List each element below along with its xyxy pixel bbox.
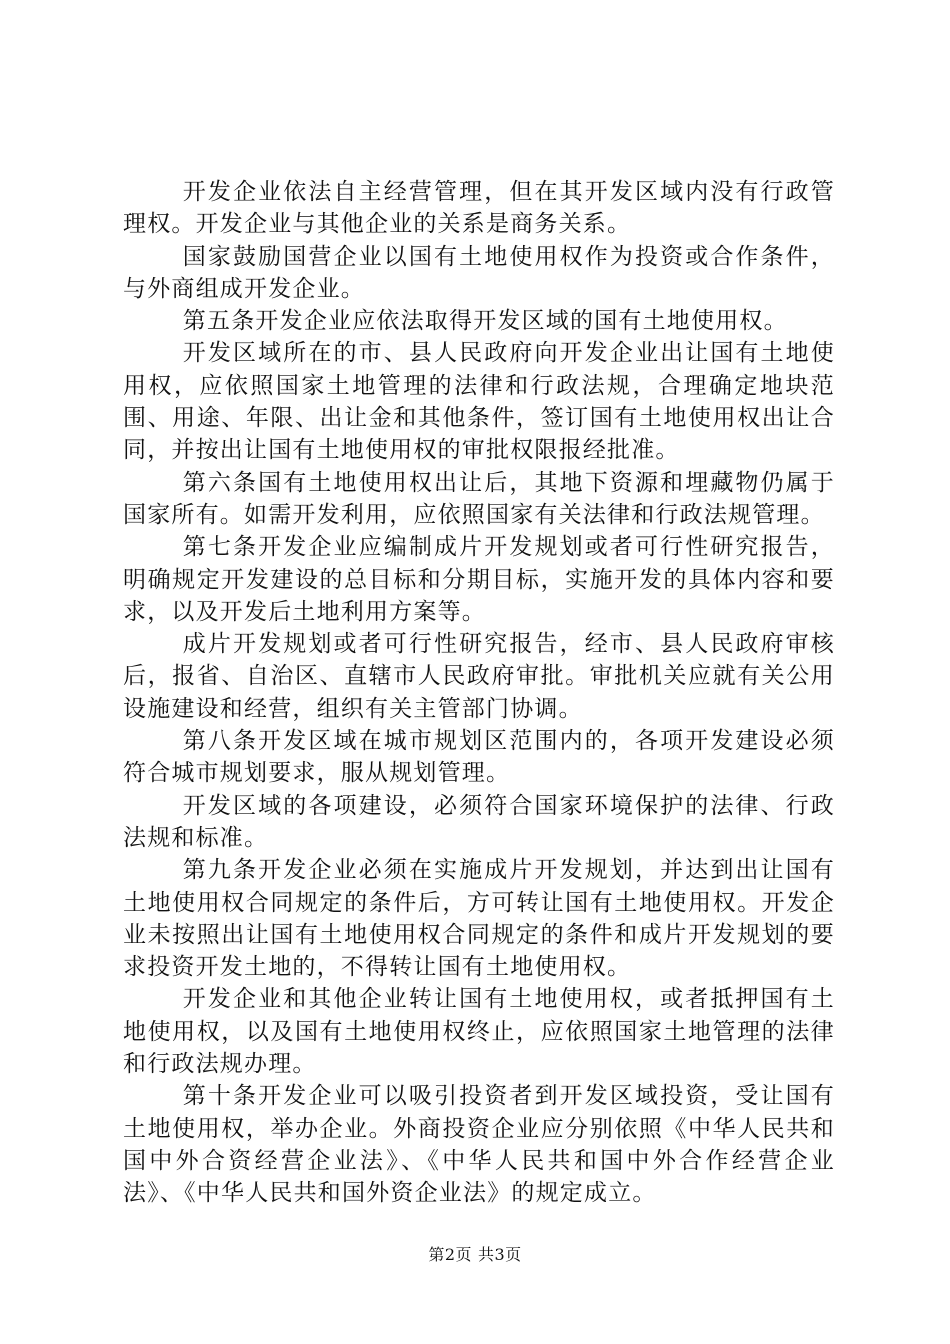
paragraph: 开发区域所在的市、县人民政府向开发企业出让国有土地使用权，应依照国家土地管理的法律和行政法规，合理确定地块范围、用途、年限、出让金和其他条件，签订国有土地使用权出让合同，并按出让国有土地使用权的审批权限报经批准。 <box>123 340 835 464</box>
paragraph: 第五条开发企业应依法取得开发区域的国有土地使用权。 <box>182 308 788 335</box>
document-body <box>123 176 835 1210</box>
paragraph: 第七条开发企业应编制成片开发规划或者可行性研究报告，明确规定开发建设的总目标和分期目标，实施开发的具体内容和要求，以及开发后土地利用方案等。 <box>123 534 835 625</box>
paragraph: 成片开发规划或者可行性研究报告，经市、县人民政府审核后，报省、自治区、直辖市人民政府审批。审批机关应就有关公用设施建设和经营，组织有关主管部门协调。 <box>123 631 835 722</box>
paragraph: 国家鼓励国营企业以国有土地使用权作为投资或合作条件，与外商组成开发企业。 <box>123 243 835 302</box>
paragraph: 开发区域的各项建设，必须符合国家环境保护的法律、行政法规和标准。 <box>123 792 835 851</box>
page-number: 第2页 <box>428 1245 472 1264</box>
paragraph: 第八条开发区域在城市规划区范围内的，各项开发建设必须符合城市规划要求，服从规划管理。 <box>123 728 835 787</box>
paragraph: 开发企业和其他企业转让国有土地使用权，或者抵押国有土地使用权，以及国有土地使用权终止，应依照国家土地管理的法律和行政法规办理。 <box>123 986 835 1078</box>
page-footer <box>0 1242 950 1265</box>
paragraph: 第九条开发企业必须在实施成片开发规划，并达到出让国有土地使用权合同规定的条件后，方可转让国有土地使用权。开发企业未按照出让国有土地使用权合同规定的条件和成片开发规划的要求投资开发土地的，不得转让国有土地使用权。 <box>123 857 835 981</box>
paragraph: 开发企业依法自主经营管理，但在其开发区域内没有行政管理权。开发企业与其他企业的关系是商务关系。 <box>123 179 835 238</box>
page-total: 共3页 <box>478 1245 522 1264</box>
paragraph: 第十条开发企业可以吸引投资者到开发区域投资，受让国有土地使用权，举办企业。外商投资企业应分别依照《中华人民共和国中外合资经营企业法》、《中华人民共和国中外合作经营企业法》、《中华人民共和国外资企业法》的规定成立。 <box>123 1083 835 1207</box>
paragraph: 第六条国有土地使用权出让后，其地下资源和埋藏物仍属于国家所有。如需开发利用，应依照国家有关法律和行政法规管理。 <box>123 469 835 528</box>
